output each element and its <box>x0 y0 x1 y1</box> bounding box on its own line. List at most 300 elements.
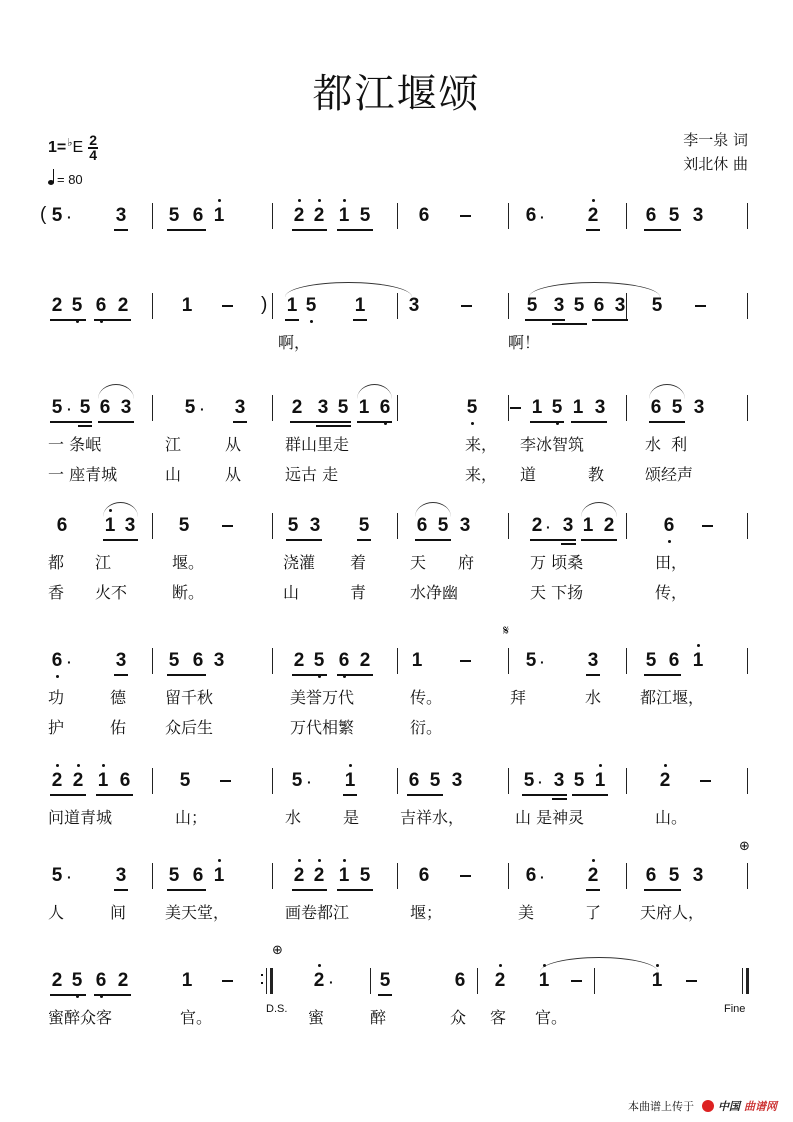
octave-dot-above <box>218 859 221 862</box>
octave-dot-above <box>697 644 700 647</box>
octave-dot-above <box>218 199 221 202</box>
augmentation-dot: · <box>329 974 334 990</box>
barline <box>508 395 509 421</box>
coda-icon: ⊕ <box>739 838 750 853</box>
barline <box>152 863 153 889</box>
augmentation-dot: · <box>67 401 72 417</box>
staff-line <box>40 965 755 1075</box>
note: 2 <box>312 970 326 992</box>
measures <box>40 392 755 432</box>
note: 3 <box>587 650 599 671</box>
lyric: 山； <box>175 808 208 827</box>
augmentation-dot: · <box>540 209 545 225</box>
beat-underline <box>167 674 206 676</box>
note: 3 <box>115 865 127 886</box>
note: 3 <box>234 397 246 418</box>
sustain-dash <box>461 305 472 307</box>
note: 6 <box>56 515 68 536</box>
sustain-dash <box>460 660 471 662</box>
ds-marking: D.S. <box>266 1003 288 1015</box>
note: 2 <box>71 770 85 792</box>
key-signature <box>48 134 98 162</box>
barline <box>626 863 627 889</box>
beat-underline <box>353 319 367 321</box>
beat-underline <box>285 319 299 321</box>
note: 2 <box>658 770 672 792</box>
lyric: 一 座青城 <box>48 465 118 484</box>
lyric: 教 <box>588 465 605 484</box>
beat-underline <box>167 889 206 891</box>
lyric: 衍。 <box>410 718 443 737</box>
note: 1 <box>354 295 366 316</box>
measures <box>40 765 755 805</box>
beat-underline <box>343 794 357 796</box>
lyric: 天府人， <box>640 903 705 922</box>
note: 5 <box>179 770 191 791</box>
lyric: 堰。 <box>172 553 205 572</box>
lyric: 啊！ <box>508 333 541 352</box>
barline <box>747 648 748 674</box>
note: 2 <box>531 515 543 536</box>
note: 6 <box>525 205 537 226</box>
note: 1 <box>343 770 357 792</box>
note: 5 <box>523 770 535 791</box>
note: 6 <box>192 650 204 671</box>
sustain-dash <box>460 215 471 217</box>
lyric: 从 <box>225 465 242 484</box>
lyric: 来， <box>465 465 498 484</box>
beat-underline <box>586 889 600 891</box>
beat-underline <box>530 539 576 541</box>
beat-underline <box>233 421 247 423</box>
barline <box>508 648 509 674</box>
octave-dot-above <box>656 964 659 967</box>
note: 2 <box>586 865 600 887</box>
octave-dot-above <box>343 859 346 862</box>
note: 5 <box>70 970 84 992</box>
beat-underline <box>286 539 322 541</box>
octave-dot-above <box>298 859 301 862</box>
note: 5 <box>168 650 180 671</box>
note: 2 <box>291 397 303 418</box>
note: 2 <box>50 770 64 792</box>
note: 1 <box>358 397 370 418</box>
staff-line <box>40 645 755 755</box>
staff-line <box>40 392 755 502</box>
note: 6 <box>192 205 204 226</box>
note: 5 <box>525 650 537 671</box>
note: 3 <box>692 205 704 226</box>
note: 1 <box>537 970 551 992</box>
note: 5 <box>465 397 479 419</box>
barline <box>508 513 509 539</box>
tempo-marking <box>48 172 83 187</box>
note: 1 <box>337 205 351 227</box>
octave-dot-above <box>592 859 595 862</box>
note: 1 <box>212 865 226 887</box>
note: 1 <box>593 770 607 792</box>
barline <box>626 648 627 674</box>
beat-underline <box>525 319 565 321</box>
barline <box>272 648 273 674</box>
note: 5 <box>79 397 91 418</box>
lyric: 传。 <box>410 688 443 707</box>
note: 2 <box>117 970 129 991</box>
note: 5 <box>184 397 196 418</box>
barline <box>152 768 153 794</box>
repeat-barline <box>266 968 267 994</box>
note: 3 <box>562 515 574 536</box>
beat-underline <box>96 794 133 796</box>
song-title: 都江堰颂 <box>312 71 481 117</box>
note: 1 <box>212 205 226 227</box>
barline <box>397 513 398 539</box>
beat-underline <box>592 319 628 321</box>
sustain-dash <box>686 980 697 982</box>
lyric: 远古 走 <box>285 465 339 484</box>
sustain-dash <box>220 780 231 782</box>
sustain-dash <box>571 980 582 982</box>
note: 3 <box>120 397 132 418</box>
beat-underline <box>581 539 617 541</box>
octave-dot-above <box>349 764 352 767</box>
lyric: 水 利 <box>645 435 688 454</box>
note: 2 <box>312 865 326 887</box>
fine-marking: Fine <box>724 1003 746 1015</box>
note: 5 <box>51 865 63 886</box>
barline <box>508 203 509 229</box>
note: 2 <box>359 650 371 671</box>
note: 3 <box>594 397 606 418</box>
note: 3 <box>614 295 626 316</box>
note: 5 <box>358 515 370 536</box>
octave-dot-above <box>592 199 595 202</box>
octave-dot-above <box>77 764 80 767</box>
note: 3 <box>309 515 321 536</box>
segno-icon: 𝄋 <box>503 622 510 638</box>
augmentation-dot: · <box>540 654 545 670</box>
note: 2 <box>51 970 63 991</box>
barline <box>626 768 627 794</box>
lyric: 万 顷桑 <box>530 553 584 572</box>
note: 5 <box>437 515 449 536</box>
note: 3 <box>213 650 225 671</box>
octave-dot-above <box>664 764 667 767</box>
beat-underline <box>644 229 681 231</box>
lyric: 颂经声 <box>645 465 694 484</box>
note: 2 <box>493 970 507 992</box>
note: 6 <box>408 770 420 791</box>
measures <box>40 290 755 330</box>
note: 5 <box>550 397 564 419</box>
note: 5 <box>168 205 180 226</box>
beat-underline <box>114 889 128 891</box>
note: 3 <box>115 650 127 671</box>
note: 2 <box>117 295 129 316</box>
time-bottom: 4 <box>89 147 98 163</box>
sustain-dash <box>460 875 471 877</box>
lyric: 道 <box>520 465 537 484</box>
octave-dot-above <box>499 964 502 967</box>
note: 2 <box>293 650 305 671</box>
lyric: 是 <box>343 808 360 827</box>
lyric: 一 条岷 <box>48 435 102 454</box>
measures <box>40 200 755 240</box>
staff-line <box>40 860 755 970</box>
note: 5 <box>312 650 326 672</box>
barline <box>272 863 273 889</box>
lyric: 浇灌 <box>283 553 316 572</box>
note: 3 <box>115 205 127 226</box>
lyric: 官。 <box>535 1008 568 1027</box>
lyric: 火不 <box>95 583 128 602</box>
lyric: 醉 <box>370 1008 387 1027</box>
note: 3 <box>408 295 420 316</box>
lyric: 美天堂， <box>165 903 230 922</box>
lyric: 着 <box>350 553 367 572</box>
note: 1 <box>181 295 193 316</box>
beat-underline <box>407 794 443 796</box>
beat-underline <box>103 539 138 541</box>
measures <box>40 860 755 900</box>
note: 1 <box>337 865 351 887</box>
barline <box>272 395 273 421</box>
tempo-value: = 80 <box>57 172 83 187</box>
note: 5 <box>573 295 585 316</box>
beat-underline <box>50 994 86 996</box>
note: 6 <box>50 650 64 672</box>
note: 6 <box>593 295 605 316</box>
lyric: 李冰智筑 <box>520 435 585 454</box>
barline <box>152 648 153 674</box>
note: 3 <box>693 397 705 418</box>
beat-underline <box>94 994 131 996</box>
augmentation-dot: · <box>538 774 543 790</box>
flat-sign: ♭ <box>67 136 73 149</box>
note: 6 <box>119 770 131 791</box>
note: 5 <box>651 295 663 316</box>
note: 5 <box>70 295 84 317</box>
barline <box>747 293 748 319</box>
note: 3 <box>124 515 136 536</box>
barline <box>508 768 509 794</box>
footer <box>628 1098 777 1114</box>
barline <box>747 395 748 421</box>
parenthesis: ) <box>261 294 268 315</box>
beat-underline <box>572 794 608 796</box>
note: 6 <box>668 650 680 671</box>
note: 5 <box>668 205 680 226</box>
lyric: 山 是神灵 <box>515 808 585 827</box>
site-logo-icon <box>702 1100 714 1112</box>
coda-icon: ⊕ <box>272 942 283 957</box>
note: 3 <box>451 770 463 791</box>
octave-dot-above <box>102 764 105 767</box>
augmentation-dot: · <box>67 869 72 885</box>
octave-dot-below <box>471 422 474 425</box>
note: 6 <box>525 865 537 886</box>
lyric: 山。 <box>655 808 688 827</box>
lyric: 万代相繁 <box>290 718 355 737</box>
lyric: 德 <box>110 688 127 707</box>
note: 5 <box>359 865 371 886</box>
beat-underline <box>292 889 327 891</box>
octave-dot-above <box>298 199 301 202</box>
beat-underline <box>316 425 351 427</box>
note: 1 <box>96 770 110 792</box>
sustain-dash <box>700 780 711 782</box>
note: 3 <box>692 865 704 886</box>
parenthesis: ( <box>40 204 47 225</box>
lyric: 水 <box>585 688 602 707</box>
barline <box>272 203 273 229</box>
lyric: 留千秋 <box>165 688 214 707</box>
beat-underline <box>586 674 600 676</box>
lyric: 啊， <box>278 333 311 352</box>
barline <box>397 395 398 421</box>
brand-name: 中国 <box>718 1101 740 1113</box>
lyricist: 李一泉 词 <box>683 131 748 149</box>
note: 2 <box>603 515 615 536</box>
barline <box>152 513 153 539</box>
note: 5 <box>51 205 63 226</box>
beat-underline <box>530 421 564 423</box>
staff-line <box>40 290 755 400</box>
note: 2 <box>292 865 306 887</box>
note: 6 <box>94 295 108 317</box>
measures <box>40 510 755 550</box>
beat-underline <box>552 323 587 325</box>
note: 6 <box>337 650 351 672</box>
lyric: 美誉万代 <box>290 688 355 707</box>
octave-dot-below <box>668 540 671 543</box>
staff-line <box>40 765 755 875</box>
beat-underline <box>571 421 607 423</box>
sustain-dash <box>695 305 706 307</box>
octave-dot-below <box>56 675 59 678</box>
lyric: 香 <box>48 583 65 602</box>
beat-underline <box>357 421 392 423</box>
lyric: 众后生 <box>165 718 214 737</box>
note: 1 <box>103 515 117 537</box>
lyric: 天 下扬 <box>530 583 584 602</box>
beat-underline <box>292 674 327 676</box>
footer-text: 本曲谱上传于 <box>628 1101 694 1113</box>
beat-underline <box>644 674 681 676</box>
beat-underline <box>522 794 567 796</box>
beat-underline <box>337 889 373 891</box>
beat-underline <box>337 229 373 231</box>
barline <box>152 203 153 229</box>
note: 2 <box>292 205 306 227</box>
note: 6 <box>662 515 676 537</box>
beat-underline <box>290 421 351 423</box>
note: 5 <box>168 865 180 886</box>
note: 5 <box>337 397 349 418</box>
lyric: 江 <box>165 435 182 454</box>
lyric: 田， <box>655 553 688 572</box>
note: 5 <box>526 295 538 316</box>
lyric: 都江堰， <box>640 688 705 707</box>
beat-underline <box>292 229 327 231</box>
barline <box>272 293 273 319</box>
barline <box>508 863 509 889</box>
staff-line <box>40 510 755 620</box>
beat-underline <box>644 889 681 891</box>
beat-underline <box>50 421 92 423</box>
credits <box>683 128 748 176</box>
lyric: 拜 <box>510 688 527 707</box>
note: 5 <box>573 770 585 791</box>
octave-dot-above <box>343 199 346 202</box>
slur <box>103 502 138 517</box>
barline <box>747 768 748 794</box>
composer: 刘北休 曲 <box>683 155 748 173</box>
note: 3 <box>553 295 565 316</box>
lyric: 山 <box>283 583 300 602</box>
octave-dot-above <box>318 859 321 862</box>
beat-underline <box>357 539 371 541</box>
key-note: E <box>72 139 84 156</box>
octave-dot-above <box>318 199 321 202</box>
barline <box>370 968 371 994</box>
note: 5 <box>668 865 680 886</box>
note: 6 <box>645 205 657 226</box>
note: 6 <box>645 865 657 886</box>
lyric: 青 <box>350 583 367 602</box>
barline <box>272 513 273 539</box>
sustain-dash <box>702 525 713 527</box>
barline <box>397 863 398 889</box>
note: 1 <box>691 650 705 672</box>
note: 1 <box>531 397 543 418</box>
lyric: 江 <box>95 553 112 572</box>
barline <box>747 203 748 229</box>
note: 2 <box>51 295 63 316</box>
note: 5 <box>178 515 190 536</box>
barline <box>152 395 153 421</box>
note: 1 <box>181 970 193 991</box>
lyric: 护 <box>48 718 65 737</box>
beat-underline <box>649 421 685 423</box>
lyric: 蜜 <box>308 1008 325 1027</box>
note: 5 <box>291 770 303 791</box>
note: 2 <box>312 205 326 227</box>
note: 5 <box>429 770 441 791</box>
note: 5 <box>645 650 657 671</box>
beat-underline <box>337 674 373 676</box>
note: 6 <box>416 515 428 536</box>
measures <box>40 965 755 1005</box>
barline <box>397 203 398 229</box>
beat-underline <box>98 421 134 423</box>
note: 6 <box>94 970 108 992</box>
augmentation-dot: · <box>307 774 312 790</box>
lyric: 传， <box>655 583 688 602</box>
lyric: 画卷都江 <box>285 903 350 922</box>
note: 2 <box>586 205 600 227</box>
note: 6 <box>454 970 466 991</box>
beat-underline <box>114 674 128 676</box>
brand-name-2: 曲谱网 <box>744 1101 777 1113</box>
barline <box>397 768 398 794</box>
lyric: 府 <box>458 553 475 572</box>
beat-underline <box>552 798 567 800</box>
time-signature <box>88 134 98 162</box>
barline <box>508 293 509 319</box>
augmentation-dot: · <box>546 519 551 535</box>
barline <box>747 513 748 539</box>
